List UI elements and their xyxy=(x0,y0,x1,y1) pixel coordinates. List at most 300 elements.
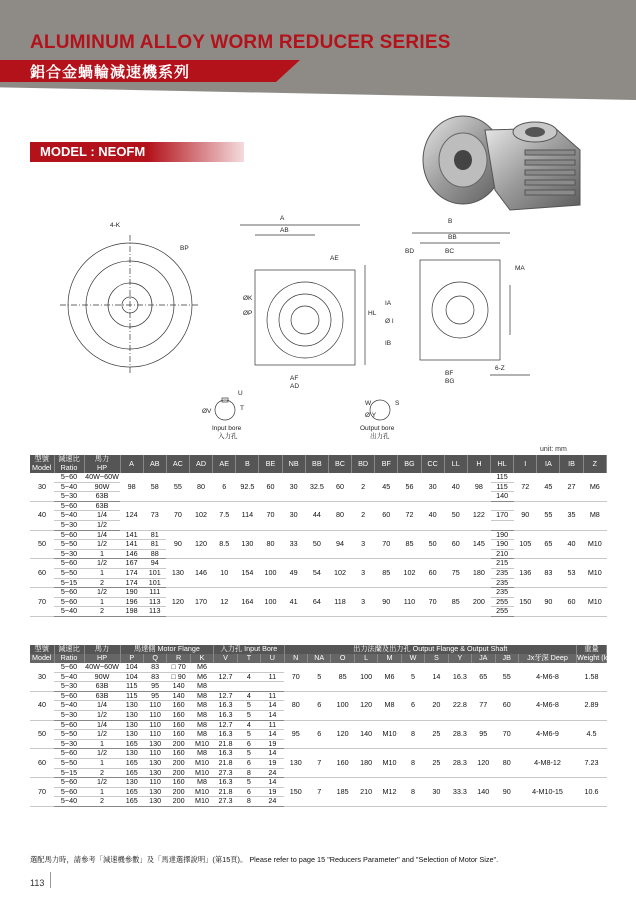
table-cell: 63B xyxy=(84,501,120,511)
table-cell: 5~60 xyxy=(54,778,84,788)
table-row xyxy=(30,530,607,540)
table-cell: 5~50 xyxy=(54,540,84,550)
table-cell: 30 xyxy=(425,778,448,807)
table-cell: 40W~60W xyxy=(85,662,119,671)
table-cell: 150 xyxy=(284,778,307,807)
th-col: O xyxy=(331,654,354,663)
table-cell: M10 xyxy=(583,588,606,617)
table-cell: 102 xyxy=(398,559,421,588)
table-cell: 215 xyxy=(491,559,514,569)
table-cell: 21.8 xyxy=(214,758,237,768)
table-cell: 5~15 xyxy=(54,578,84,588)
table-cell: 235 xyxy=(491,578,514,588)
label-u: U xyxy=(238,390,243,397)
table-cell: M12 xyxy=(378,778,401,807)
table-cell: 4-M10-15 xyxy=(519,778,577,807)
th-hp-cn: 馬力 xyxy=(84,455,120,464)
table-cell: 130 xyxy=(143,758,166,768)
table-cell: 115 xyxy=(120,691,143,701)
table-cell: 45 xyxy=(375,473,398,501)
table-cell: 49 xyxy=(282,559,305,588)
table-cell: M10 xyxy=(190,797,213,807)
th-col: S xyxy=(425,654,448,663)
label-w: W xyxy=(365,400,372,407)
table-cell: 160 xyxy=(331,749,354,778)
table-cell: 120 xyxy=(354,691,377,720)
table-cell: 114 xyxy=(236,501,259,530)
th-hp: HP xyxy=(84,654,120,663)
table-cell: 16.3 xyxy=(214,701,237,711)
table-cell: 110 xyxy=(398,588,421,617)
table-cell: 35 xyxy=(560,501,583,530)
table-cell: 14 xyxy=(261,701,284,711)
label-t: T xyxy=(240,405,244,412)
th-col: BF xyxy=(375,455,398,473)
table-cell: 130 xyxy=(120,730,143,740)
table-cell: 81 xyxy=(143,530,166,540)
th-col: CC xyxy=(421,455,444,473)
table-cell: 200 xyxy=(167,758,190,768)
th-ratio-cn: 減速比 xyxy=(54,455,84,464)
table-cell: 53 xyxy=(560,559,583,588)
table-cell: 72 xyxy=(398,501,421,530)
table-cell: M8 xyxy=(190,720,213,730)
table-cell: 122 xyxy=(467,501,490,530)
table-cell: 170 xyxy=(491,511,514,521)
table-cell: 5~30 xyxy=(54,549,84,559)
table-row xyxy=(30,588,607,598)
table-cell: 12.7 xyxy=(214,691,237,701)
table-cell: 27.3 xyxy=(214,797,237,807)
th-col: Q xyxy=(143,654,166,663)
table-cell: 95 xyxy=(472,720,495,749)
th-model-cn: 型號 xyxy=(30,645,54,654)
table-cell: 60 xyxy=(444,530,467,559)
table-cell: 100 xyxy=(259,559,282,588)
table-cell: 55 xyxy=(495,663,519,691)
table-cell: 77 xyxy=(472,691,495,720)
table-cell: 33.3 xyxy=(448,778,471,807)
table-cell: 90 xyxy=(495,778,519,807)
th-col: K xyxy=(190,654,213,663)
table-cell: 3 xyxy=(352,530,375,559)
table-cell: 60 xyxy=(560,588,583,617)
label-bg: BG xyxy=(445,378,455,385)
table-cell xyxy=(237,663,260,672)
table-cell: 130 xyxy=(143,797,166,807)
label-bc: BC xyxy=(445,248,455,255)
table-cell: 98 xyxy=(467,473,490,501)
table-cell: 25 xyxy=(425,749,448,778)
table-cell: 140 xyxy=(472,778,495,807)
table-cell: 101 xyxy=(143,568,166,578)
table-cell: 235 xyxy=(491,588,514,598)
table-cell: 1/4 xyxy=(84,701,120,711)
table-cell: 5~60 xyxy=(54,597,84,607)
table-cell: 5 xyxy=(237,778,260,788)
label-ib: IB xyxy=(385,340,392,347)
table-cell: M10 xyxy=(190,739,213,749)
label-s: S xyxy=(395,400,400,407)
table-cell: 2 xyxy=(84,797,120,807)
table-cell: 160 xyxy=(167,730,190,740)
table-cell xyxy=(491,520,514,530)
table-cell: 110 xyxy=(143,710,166,720)
table-cell: 1 xyxy=(84,787,120,797)
th-model-cn: 型號 xyxy=(30,455,54,464)
th-col: BD xyxy=(352,455,375,473)
page-number-divider xyxy=(50,872,51,888)
table-cell: 130 xyxy=(284,749,307,778)
table-row xyxy=(30,473,607,482)
table-cell: 130 xyxy=(120,701,143,711)
table-cell: 24 xyxy=(261,797,284,807)
table-cell: 115 xyxy=(491,473,514,482)
table-cell: 16.3 xyxy=(448,663,471,691)
table-cell: 111 xyxy=(143,588,166,598)
table-cell: 16.3 xyxy=(214,778,237,788)
th-col: B xyxy=(236,455,259,473)
table-cell: M10 xyxy=(378,720,401,749)
table-cell: 16.3 xyxy=(214,749,237,759)
table-cell: 5~60 xyxy=(54,473,84,482)
table-cell: 41 xyxy=(282,588,305,617)
table-cell: M8 xyxy=(378,691,401,720)
table-cell: 2 xyxy=(84,578,120,588)
table-row xyxy=(30,501,607,511)
table-cell: 185 xyxy=(331,778,354,807)
table-cell: 255 xyxy=(491,607,514,617)
table-cell: 5~60 xyxy=(54,749,84,759)
footnote: 選配馬力時，請參考「減速機參數」及「馬達選擇說明」(第15頁)。 Please refer to page 15 "Reducers Parameter" and "Selection of Motor Size". xyxy=(30,855,499,864)
table-cell: 110 xyxy=(143,778,166,788)
table-row xyxy=(30,559,607,569)
model-tag xyxy=(30,142,244,162)
table-cell: M10 xyxy=(583,530,606,559)
table-cell: 1 xyxy=(84,597,120,607)
table-cell: M10 xyxy=(583,559,606,588)
th-col: BB xyxy=(305,455,328,473)
table-cell: 160 xyxy=(167,710,190,720)
table-cell: 110 xyxy=(143,749,166,759)
table-cell: 60 xyxy=(30,749,54,778)
table-cell: 1/2 xyxy=(84,520,120,530)
table-cell: 1/4 xyxy=(84,511,120,521)
table-cell: M8 xyxy=(190,701,213,711)
th-col: IA xyxy=(537,455,560,473)
table-row xyxy=(30,749,607,759)
label-i: Ø I xyxy=(385,318,394,325)
table-cell: 1 xyxy=(84,549,120,559)
table-cell: 140 xyxy=(491,492,514,502)
th-col: JA xyxy=(472,654,495,663)
table-cell: 120 xyxy=(189,530,212,559)
table-cell: 198 xyxy=(120,607,143,617)
table-cell: 85 xyxy=(375,559,398,588)
table-cell: 145 xyxy=(467,530,490,559)
table-cell: 85 xyxy=(444,588,467,617)
table-cell: 141 xyxy=(120,540,143,550)
table-cell: M8 xyxy=(190,730,213,740)
table-cell: 7.23 xyxy=(577,749,607,778)
table-row xyxy=(30,691,607,701)
table-cell: 210 xyxy=(354,778,377,807)
table-cell: 5~60 xyxy=(54,559,84,569)
table-cell: 8.5 xyxy=(213,530,236,559)
table-cell: 5~60 xyxy=(54,530,84,540)
table-cell: 130 xyxy=(166,559,189,588)
th-ratio: Ratio xyxy=(54,464,84,473)
table-cell: M8 xyxy=(583,501,606,530)
label-b: B xyxy=(448,218,453,225)
table-cell: 146 xyxy=(120,549,143,559)
table-cell: 40 xyxy=(30,691,54,720)
table-row xyxy=(30,663,607,672)
th-col: T xyxy=(237,654,260,663)
table-cell: 5~60 xyxy=(54,588,84,598)
table-cell: 92.5 xyxy=(236,473,259,501)
table-cell: 55 xyxy=(166,473,189,501)
table-cell: 88 xyxy=(143,549,166,559)
table-cell: 70 xyxy=(30,588,54,617)
th-col: U xyxy=(261,654,284,663)
table-cell: 1/2 xyxy=(84,588,120,598)
table-cell: 190 xyxy=(120,588,143,598)
table-cell: 11 xyxy=(261,691,284,701)
table-cell: 8 xyxy=(401,749,424,778)
table-cell: 1/2 xyxy=(84,710,120,720)
table-cell: 1/2 xyxy=(84,778,120,788)
table-cell: 115 xyxy=(120,682,143,692)
label-hl: HL xyxy=(368,310,377,317)
table-cell: 5~40 xyxy=(54,607,84,617)
table-cell: 90W xyxy=(84,672,120,682)
table-cell: 7 xyxy=(308,778,331,807)
table-cell: 4 xyxy=(237,720,260,730)
table-cell: 200 xyxy=(167,768,190,778)
table-cell: 30 xyxy=(30,473,54,501)
table-cell: 60 xyxy=(495,691,519,720)
table-cell: M10 xyxy=(190,787,213,797)
table-cell: 150 xyxy=(514,588,537,617)
table-cell: 180 xyxy=(467,559,490,588)
th-motor-flange: 馬達側 Motor Flange xyxy=(120,645,214,654)
th-model: Model xyxy=(30,464,54,473)
table-cell: 40W~60W xyxy=(85,472,119,481)
table-cell: 5~40 xyxy=(54,701,84,711)
table-cell: 160 xyxy=(167,701,190,711)
table-cell: 80 xyxy=(189,473,212,501)
table-cell: 5~30 xyxy=(54,682,84,692)
dimension-table-1 xyxy=(30,455,607,617)
table-cell: 1/2 xyxy=(84,559,120,569)
table-cell: 5~40 xyxy=(54,511,84,521)
table-cell: 19 xyxy=(261,758,284,768)
table-cell: 72 xyxy=(514,473,537,501)
table-cell: 94 xyxy=(328,530,351,559)
th-ratio-cn: 減速比 xyxy=(54,645,84,654)
table-cell: 115 xyxy=(491,482,514,492)
table-cell: 5~60 xyxy=(54,787,84,797)
label-bd: BD xyxy=(405,248,415,255)
table-cell: 75 xyxy=(444,559,467,588)
th-hp: HP xyxy=(84,464,120,473)
th-col: A xyxy=(120,455,143,473)
table-cell: 4 xyxy=(237,672,260,682)
table-cell: 110 xyxy=(143,720,166,730)
table-cell: 102 xyxy=(189,501,212,530)
table-cell: 12 xyxy=(213,588,236,617)
th-input-bore: 入力孔 Input Bore xyxy=(214,645,284,654)
table-cell: 90W xyxy=(84,482,120,492)
th-col: V xyxy=(214,654,237,663)
table-cell: 30 xyxy=(421,473,444,501)
table-cell: 90 xyxy=(537,588,560,617)
table-cell: □ 90 xyxy=(167,672,190,682)
table-cell xyxy=(214,682,237,692)
table-cell: 14 xyxy=(425,663,448,691)
table-cell: M6 xyxy=(190,672,213,682)
table-cell: 65 xyxy=(537,530,560,559)
table-cell: 14 xyxy=(261,710,284,720)
label-v: ØV xyxy=(202,408,212,415)
table-cell: 174 xyxy=(120,578,143,588)
table-cell: 83 xyxy=(537,559,560,588)
table-cell: 196 xyxy=(120,597,143,607)
table-cell: 5 xyxy=(237,710,260,720)
table-cell: 5 xyxy=(237,730,260,740)
table-cell: 130 xyxy=(120,710,143,720)
table-cell: 8 xyxy=(401,778,424,807)
table-cell: 80 xyxy=(259,530,282,559)
table-cell: 140 xyxy=(167,691,190,701)
th-col: AC xyxy=(166,455,189,473)
table-cell: 1 xyxy=(84,568,120,578)
dimension-table-2 xyxy=(30,644,614,807)
table-cell: 3 xyxy=(352,588,375,617)
table-cell: 94 xyxy=(143,559,166,569)
table-cell: 63B xyxy=(84,691,120,701)
table-cell: 58 xyxy=(143,473,166,501)
table-cell: 1 xyxy=(84,739,120,749)
table-cell: 160 xyxy=(167,720,190,730)
output-bore-label: Output bore xyxy=(360,425,395,432)
table-cell: 6 xyxy=(308,691,331,720)
table-cell xyxy=(214,663,237,672)
table-cell: 2.89 xyxy=(577,691,607,720)
table-cell: M10 xyxy=(190,758,213,768)
table-cell: 22.8 xyxy=(448,691,471,720)
table2-body xyxy=(30,663,607,806)
th-col: Z xyxy=(583,455,606,473)
table-cell: 170 xyxy=(189,588,212,617)
th-col: BC xyxy=(328,455,351,473)
th-col: NB xyxy=(282,455,305,473)
table1-header-cn xyxy=(30,455,607,464)
table-cell: 210 xyxy=(491,549,514,559)
th-col: AD xyxy=(189,455,212,473)
input-bore-label: Input bore xyxy=(212,425,242,432)
table-cell: 70 xyxy=(495,720,519,749)
table-cell: 14 xyxy=(261,778,284,788)
table-cell: 12.7 xyxy=(214,720,237,730)
table-cell: 7 xyxy=(308,749,331,778)
th-col: LL xyxy=(444,455,467,473)
table-cell: 255 xyxy=(491,597,514,607)
table-cell: 28.3 xyxy=(448,720,471,749)
table-cell: 2 xyxy=(352,501,375,530)
table-cell: 10.6 xyxy=(577,778,607,807)
table-cell: 5~50 xyxy=(54,568,84,578)
table-cell: 11 xyxy=(261,672,284,682)
table-cell: 24 xyxy=(261,768,284,778)
table-cell: 136 xyxy=(514,559,537,588)
table-cell: 40 xyxy=(560,530,583,559)
table-cell: 70 xyxy=(375,530,398,559)
table-cell: 130 xyxy=(120,720,143,730)
table-cell: M8 xyxy=(190,778,213,788)
table-cell: 95 xyxy=(143,691,166,701)
label-y: Ø Y xyxy=(365,412,377,419)
table-cell: 165 xyxy=(120,768,143,778)
label-ad: AD xyxy=(290,383,300,390)
table-cell: 95 xyxy=(143,682,166,692)
th-hp-cn: 馬力 xyxy=(84,645,120,654)
table-cell: 90 xyxy=(166,530,189,559)
table-cell: 5~30 xyxy=(54,710,84,720)
table-cell: 70 xyxy=(259,501,282,530)
table-cell: 32.5 xyxy=(305,473,328,501)
table-cell: 8 xyxy=(237,797,260,807)
table-cell: 16.3 xyxy=(214,710,237,720)
table-cell: 4-M8-12 xyxy=(519,749,577,778)
table-cell: 5~30 xyxy=(54,492,84,502)
label-af: AF xyxy=(290,375,299,382)
table-cell: 60 xyxy=(375,501,398,530)
table-cell: 4.5 xyxy=(577,720,607,749)
table-cell: 6 xyxy=(213,473,236,501)
table-cell: 30 xyxy=(30,663,54,691)
dimension-drawings xyxy=(40,205,600,445)
table-cell: 235 xyxy=(491,568,514,578)
table-cell: 160 xyxy=(167,749,190,759)
table-cell: 20 xyxy=(425,691,448,720)
table-cell: 105 xyxy=(514,530,537,559)
table-cell: 63B xyxy=(84,492,120,502)
table-cell: 190 xyxy=(491,530,514,540)
th-col: L xyxy=(354,654,377,663)
label-p: ØP xyxy=(243,310,253,317)
table-cell: 19 xyxy=(261,739,284,749)
table-cell: 130 xyxy=(143,768,166,778)
label-bp: BP xyxy=(180,245,189,252)
table-cell: 55 xyxy=(537,501,560,530)
table-cell: 40 xyxy=(444,473,467,501)
table-cell: 16.3 xyxy=(214,730,237,740)
table-cell: 130 xyxy=(143,739,166,749)
input-bore-label-cn: 入力孔 xyxy=(218,433,238,440)
table-cell: 100 xyxy=(331,691,354,720)
table-cell: 50 xyxy=(305,530,328,559)
th-col: HL xyxy=(491,455,514,473)
table-cell: 164 xyxy=(236,588,259,617)
th-col: IB xyxy=(560,455,583,473)
table-cell: 102 xyxy=(328,559,351,588)
th-col: M xyxy=(378,654,401,663)
table-cell: 101 xyxy=(143,578,166,588)
table-cell: 12.7 xyxy=(214,672,237,682)
table-cell: 10 xyxy=(213,559,236,588)
